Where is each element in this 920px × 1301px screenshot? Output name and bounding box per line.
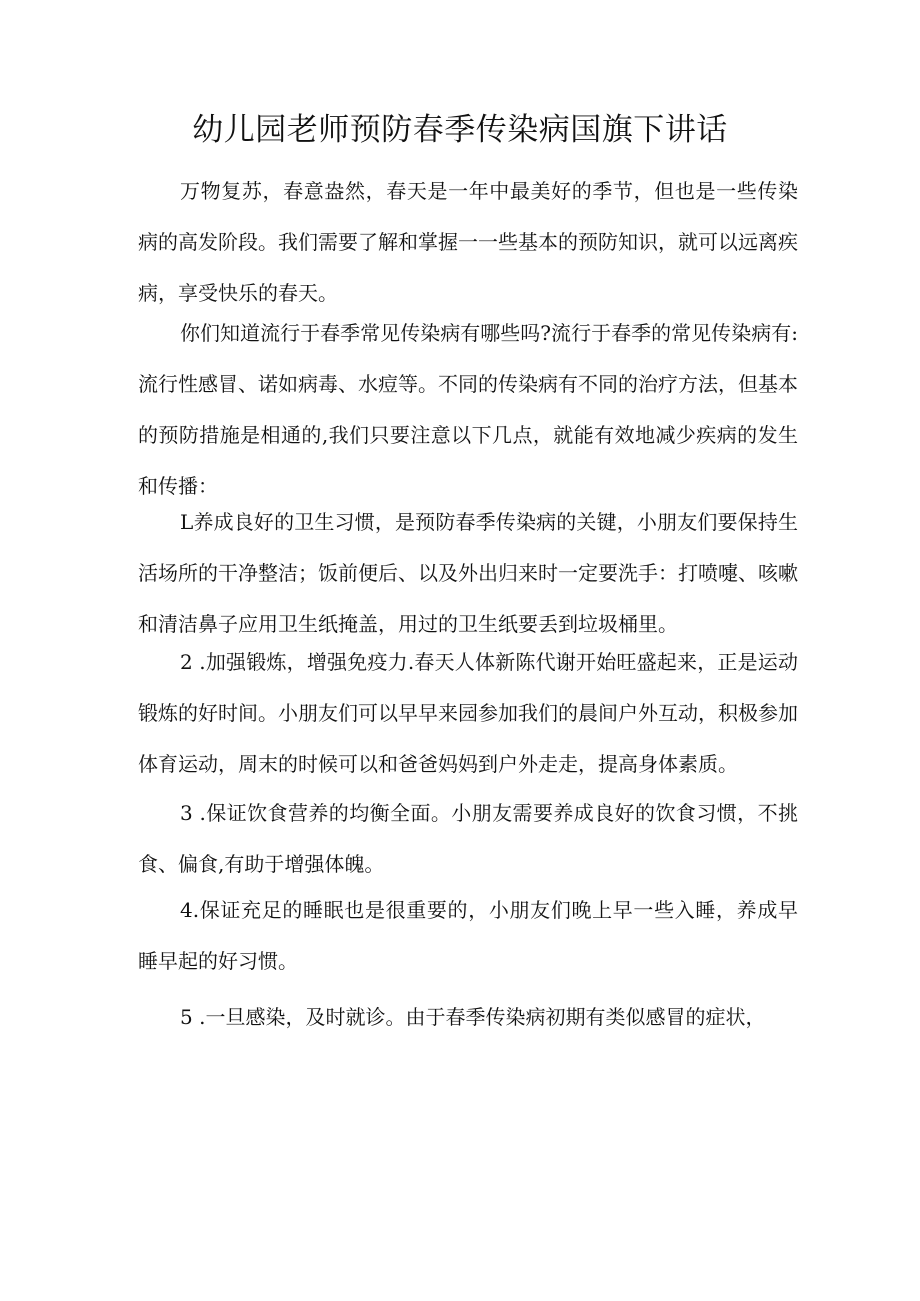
paragraph-point-4: 4.保证充足的睡眠也是很重要的，小朋友们晚上早一些入睡，养成早睡早起的好习惯。 [138,898,798,973]
paragraph-intro: 万物复苏，春意盎然，春天是一年中最美好的季节，但也是一些传染病的高发阶段。我们需要了解和掌握一一些基本的预防知识，就可以远离疾病，享受快乐的春天。 [138,179,798,305]
paragraph-point-1: L养成良好的卫生习惯，是预防春季传染病的关键，小朋友们要保持生活场所的干净整洁；饭前便后、以及外出归来时一定要洗手：打喷嚏、咳嗽和清洁鼻子应用卫生纸掩盖，用过的卫生纸要丢到垃圾桶里。 [138,510,798,636]
paragraph-point-3: 3 .保证饮食营养的均衡全面。小朋友需要养成良好的饮食习惯，不挑食、偏食,有助于增强体魄。 [138,801,798,876]
paragraph-common-diseases: 你们知道流行于春季常见传染病有哪些吗?流行于春季的常见传染病有:流行性感冒、诺如病毒、水痘等。不同的传染病有不同的治疗方法，但基本的预防措施是相通的,我们只要注意以下几点，就能有效地减少疾病的发生和传播： [138,321,798,498]
paragraph-point-2: 2 .加强锻炼，增强免疫力.春天人体新陈代谢开始旺盛起来，正是运动锻炼的好时间。小朋友们可以早早来园参加我们的晨间户外互动，积极参加体育运动，周末的时候可以和爸爸妈妈到户外走走，提高身体素质。 [138,650,798,776]
paragraph-point-5: 5 .一旦感染，及时就诊。由于春季传染病初期有类似感冒的症状， [180,1005,766,1029]
document-title: 幼儿园老师预防春季传染病国旗下讲话 [192,112,728,148]
